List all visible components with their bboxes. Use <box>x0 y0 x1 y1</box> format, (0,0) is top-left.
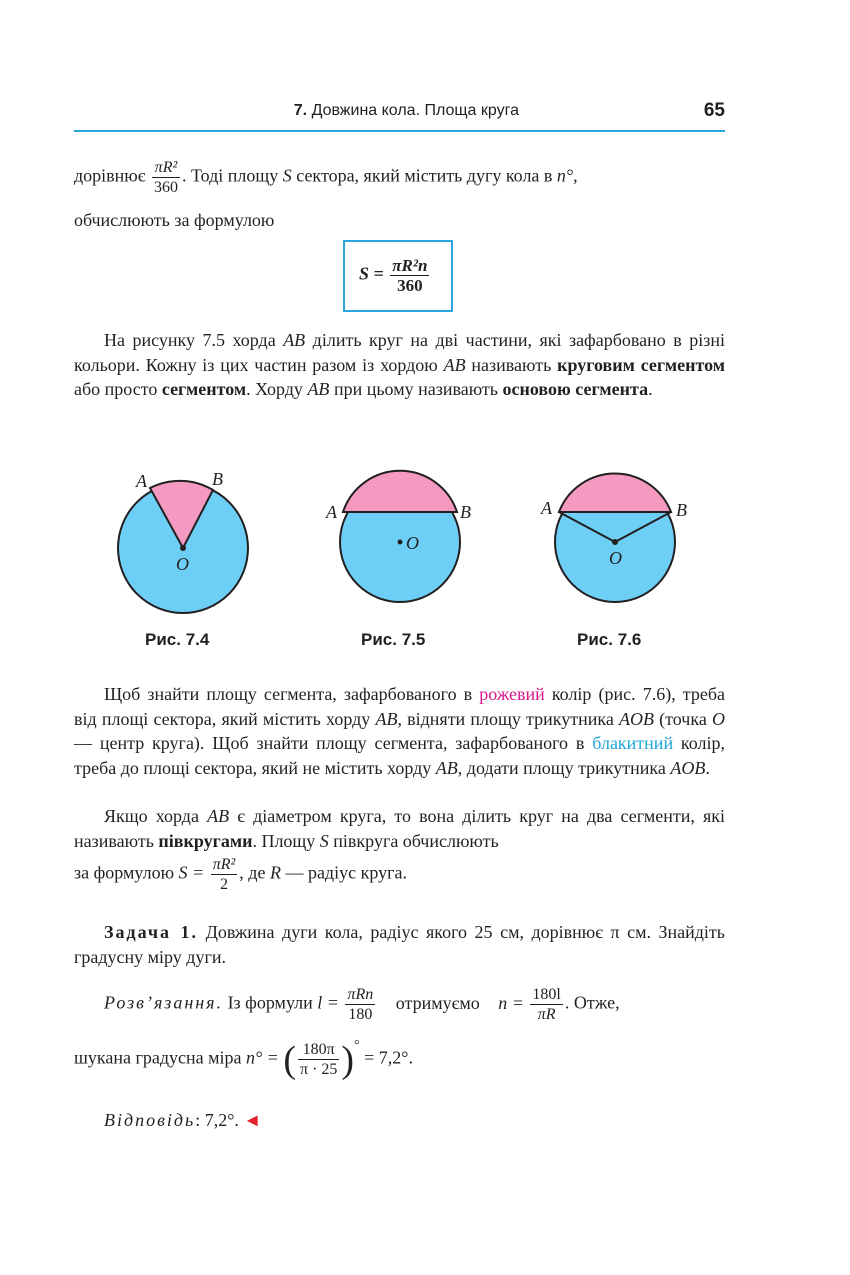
fig2-segment <box>343 471 457 512</box>
chord-ab: AB <box>307 379 330 399</box>
text: . Отже, <box>564 992 620 1013</box>
degree-superscript: ° <box>354 1037 360 1053</box>
chord-ab: AB <box>207 806 230 826</box>
page-header <box>74 100 725 132</box>
text: або просто <box>74 379 162 399</box>
page-number: 65 <box>703 100 725 121</box>
word-pink: рожевий <box>479 684 545 704</box>
text: шукана градусна міра <box>74 1047 246 1068</box>
fig3-label-b: B <box>676 500 687 520</box>
text: дорівнює <box>74 165 146 186</box>
fraction-numerator: πR²n <box>392 256 428 275</box>
term-circular-segment: круговим сегментом <box>557 354 725 375</box>
text: є діаметром круга, то вона ділить круг на два сегменти, які називають <box>74 806 726 851</box>
para1-line1 <box>74 158 725 197</box>
left-paren: ( <box>283 1038 296 1081</box>
text: за формулою <box>74 862 179 883</box>
fig2-label-a: A <box>326 502 337 522</box>
term-segment: сегментом <box>161 379 247 399</box>
text: . <box>705 757 710 778</box>
formula-lhs: l = <box>317 992 339 1013</box>
solution-line1 <box>74 985 725 1024</box>
para4-formula-line <box>74 855 725 894</box>
text: = 7,2°. <box>359 1047 414 1068</box>
fig2-label-o: O <box>406 533 419 553</box>
formula-lhs: n = <box>498 992 524 1013</box>
text: . Площу <box>252 830 320 851</box>
degree-fraction <box>530 985 562 1024</box>
text: колір (рис. 7.6), треба від площі сектора, який містить хорду <box>74 684 725 729</box>
answer-text: : 7,2°. <box>195 1110 244 1130</box>
point-o: O <box>712 708 725 729</box>
right-paren: ) <box>341 1038 355 1081</box>
fig2-center-point <box>398 540 403 545</box>
para4 <box>74 804 725 853</box>
arc-length-fraction <box>345 985 375 1024</box>
fraction-numerator: πR² <box>152 158 180 178</box>
formula-lhs: n° = <box>245 1047 279 1068</box>
figure-7-5 <box>325 471 471 602</box>
fraction-numerator: πRn <box>347 986 374 1003</box>
fig3-label-o: O <box>609 548 622 568</box>
task-text: Довжина дуги кола, радіус якого 25 см, дорівнює π см. Знайдіть градусну міру дуги. <box>74 922 725 967</box>
term-semicircles: півкругами <box>158 830 253 851</box>
formula-lhs: S = <box>359 263 384 284</box>
chord-ab: AB <box>283 330 306 350</box>
fig1-label-o: O <box>176 554 189 574</box>
fraction-pi-r2-360 <box>152 158 180 197</box>
chord-ab: AB <box>443 354 466 375</box>
caption-fig-7-4: Рис. 7.4 <box>145 630 210 649</box>
chapter-title-text: Довжина кола. Площа круга <box>311 102 519 119</box>
answer-line <box>74 1108 725 1133</box>
sector-area-formula-box <box>343 240 453 312</box>
text: , <box>573 165 578 186</box>
fig1-label-a: A <box>136 471 147 491</box>
task-1 <box>74 920 725 969</box>
fraction-denominator: 360 <box>397 276 423 295</box>
solution-label: Розв’язання. <box>104 992 224 1013</box>
text: сектора, який містить дугу кола в <box>291 165 557 186</box>
chapter-number: 7. <box>293 102 308 119</box>
text: ділить круг на дві частини, які зафарбовано в різні кольори. Кожну із цих частин разом із хордою <box>74 330 725 375</box>
fig1-center-point <box>180 545 186 551</box>
word-blue: блакитний <box>592 733 674 753</box>
fraction-numerator: 180l <box>532 986 561 1003</box>
fig3-center-point <box>612 539 618 545</box>
variable-s: S <box>319 830 329 851</box>
text: , відняти площу трикутника <box>397 708 619 729</box>
text: Щоб знайти площу сегмента, зафарбованого в <box>104 684 480 704</box>
fraction-denominator: 180 <box>348 1006 373 1023</box>
text: — центр круга). Щоб знайти площу сегмента, зафарбованого в <box>74 733 593 753</box>
text: На рисунку 7.5 хорда <box>104 330 284 350</box>
caption-fig-7-5: Рис. 7.5 <box>361 630 426 649</box>
fraction-numerator: πR² <box>212 856 236 873</box>
variable-r: R <box>269 862 281 883</box>
text: отримуємо <box>395 992 480 1013</box>
figures-svg <box>0 460 850 630</box>
para1-line2: обчислюють за формулою <box>74 210 275 230</box>
text: , додати площу трикутника <box>457 757 671 778</box>
triangle-aob: AOB <box>670 757 706 778</box>
solution-line2 <box>74 1037 725 1081</box>
fraction-numerator: 180π <box>298 1040 339 1060</box>
text: при цьому називають <box>329 379 503 399</box>
text: півкруга обчислюють <box>328 830 499 851</box>
chord-ab: AB <box>375 708 398 729</box>
variable-s: S <box>282 165 292 186</box>
text: — радіус круга. <box>280 862 407 883</box>
para3 <box>74 682 725 780</box>
fig1-label-b: B <box>212 469 223 489</box>
variable-n: n° <box>556 165 574 186</box>
text: . Хорду <box>246 379 308 399</box>
text: Із формули <box>223 992 318 1013</box>
para2 <box>74 328 725 402</box>
figure-7-4 <box>118 469 248 613</box>
semicircle-formula-fraction <box>211 855 238 894</box>
chapter-title <box>294 102 519 120</box>
fig3-label-a: A <box>541 498 552 518</box>
fig3-segment <box>559 474 671 512</box>
text: . <box>648 379 653 399</box>
answer-label: Відповідь <box>104 1110 196 1130</box>
figure-7-6 <box>540 474 687 602</box>
text: . Тоді площу <box>181 165 283 186</box>
sector-area-formula <box>359 256 431 295</box>
fraction-denominator: πR <box>537 1006 556 1023</box>
end-marker-icon: ◄ <box>243 1110 262 1130</box>
fraction-denominator: π · 25 <box>299 1061 338 1078</box>
triangle-aob: AOB <box>618 708 654 729</box>
caption-fig-7-6: Рис. 7.6 <box>577 630 642 649</box>
formula-fraction <box>390 256 429 295</box>
text: Якщо хорда <box>104 806 208 826</box>
degree-calc-fraction <box>298 1040 339 1079</box>
fraction-denominator: 2 <box>219 876 228 893</box>
text: називають <box>465 354 558 375</box>
formula-lhs: S = <box>178 862 205 883</box>
chord-ab: AB <box>435 757 458 778</box>
text: (точка <box>653 708 712 729</box>
fraction-denominator: 360 <box>153 179 178 196</box>
fig2-label-b: B <box>460 502 471 522</box>
task-label: Задача 1. <box>104 922 199 942</box>
text: , де <box>239 862 270 883</box>
text: колір, треба до площі сектора, який не містить хорду <box>74 733 726 778</box>
term-segment-base: основою сегмента <box>502 379 649 399</box>
